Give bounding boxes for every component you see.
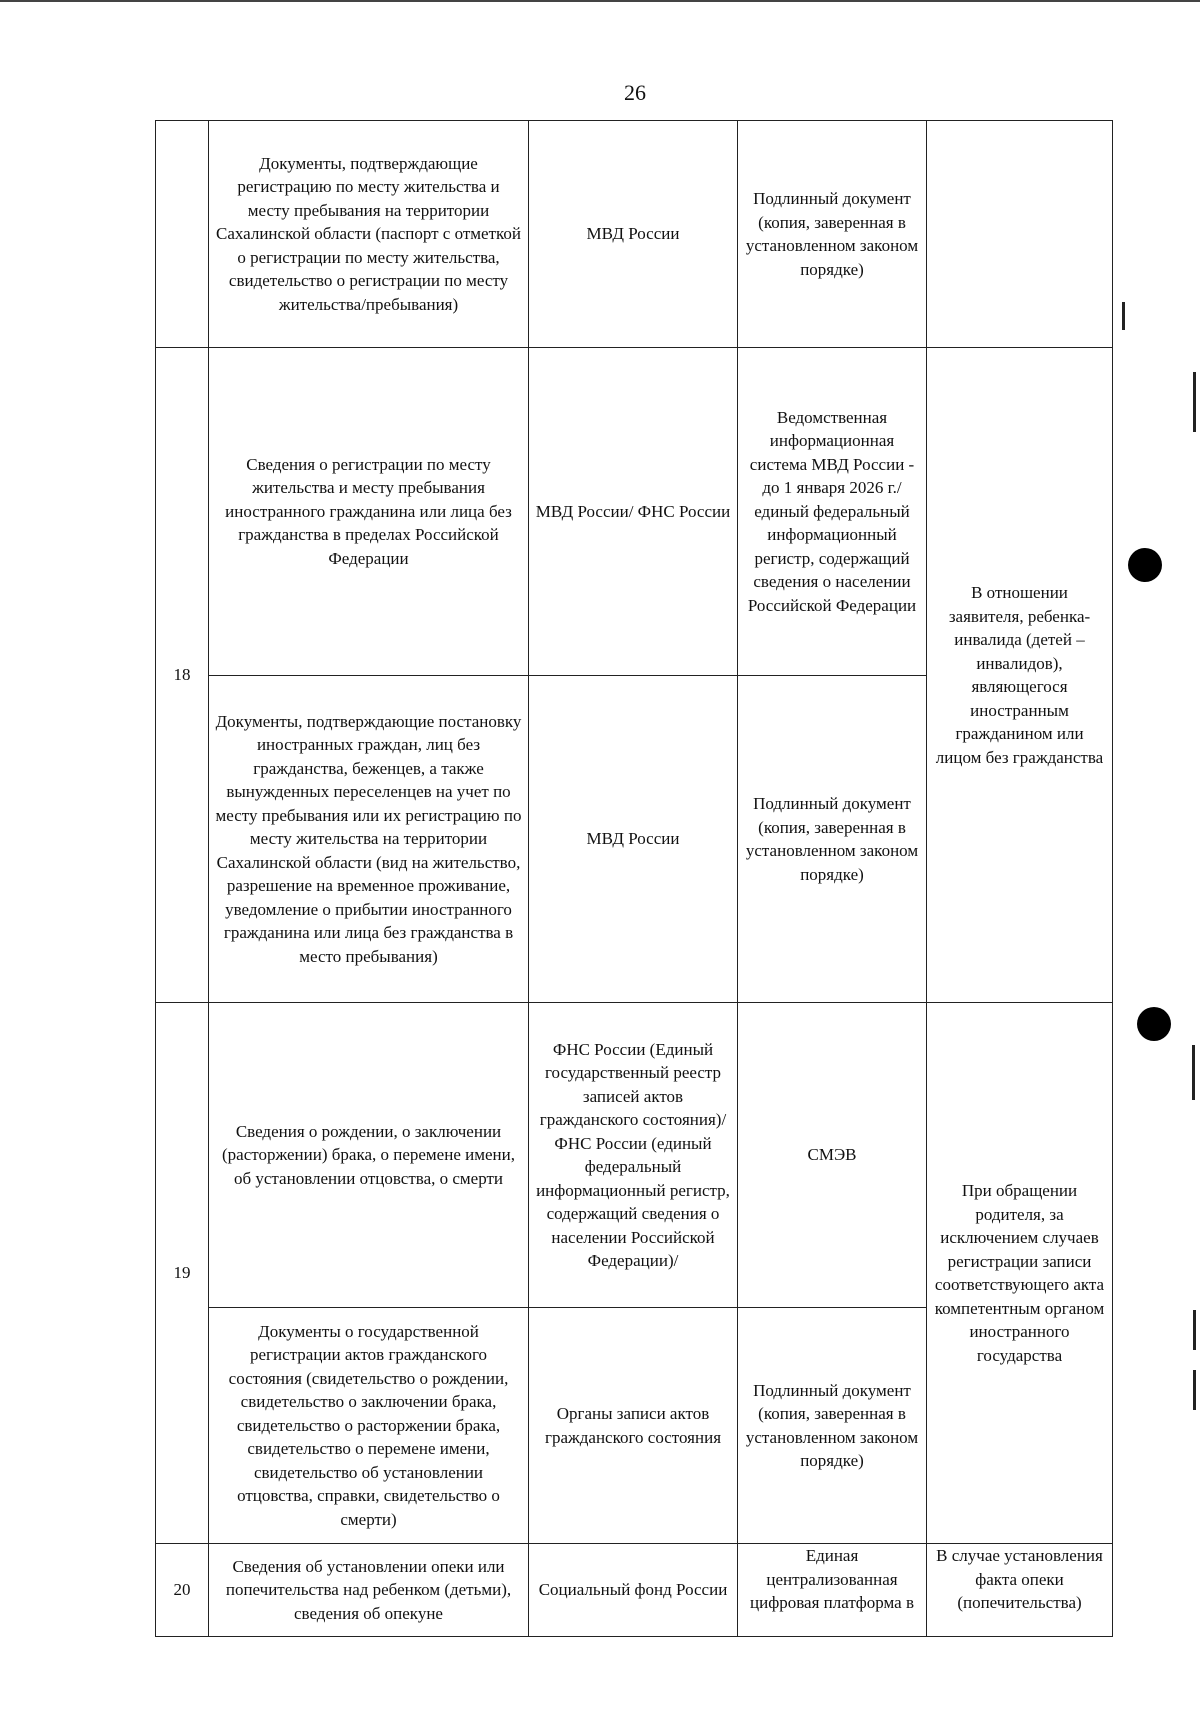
organization-cell: МВД России	[529, 676, 738, 1003]
form-cell: Подлинный документ (копия, заверенная в установленном законом порядке)	[738, 1308, 927, 1544]
scan-top-rule	[0, 0, 1200, 2]
document-cell: Сведения о регистрации по месту жительства и месту пребывания иностранного гражданина или лица без гражданства в пределах Российской Федерации	[209, 348, 529, 676]
organization-cell: Органы записи актов гражданского состояния	[529, 1308, 738, 1544]
scan-edge-mark	[1122, 302, 1125, 330]
document-cell: Документы, подтверждающие постановку иностранных граждан, лиц без гражданства, беженцев, а также вынужденных переселенцев на учет по месту пребывания или их регистрацию по месту жительства на территории Сахалинской области (вид на жительство, разрешение на временное проживание, уведомление о прибытии иностранного гражданина или лица без гражданства в место пребывания)	[209, 676, 529, 1003]
form-cell: Подлинный документ (копия, заверенная в установленном законом порядке)	[738, 676, 927, 1003]
table-row	[156, 348, 1113, 676]
document-cell: Документы о государственной регистрации актов гражданского состояния (свидетельство о рождении, свидетельство о заключении брака, свидетельство о расторжении брака, свидетельство о перемене имени, свидетельство об установлении отцовства, справки, свидетельство о смерти)	[209, 1308, 529, 1544]
condition-cell: В отношении заявителя, ребенка-инвалида (детей – инвалидов), являющегося иностранным гражданином или лицом без гражданства	[927, 348, 1113, 1003]
table-row	[156, 1544, 1113, 1637]
binder-hole-mark	[1137, 1007, 1171, 1041]
row-number-cell: 18	[156, 348, 209, 1003]
scan-edge-mark	[1193, 372, 1196, 432]
scan-edge-mark	[1193, 1370, 1196, 1410]
form-cell: СМЭВ	[738, 1003, 927, 1308]
row-number-cell	[156, 121, 209, 348]
document-cell: Сведения о рождении, о заключении (расторжении) брака, о перемене имени, об установлении отцовства, о смерти	[209, 1003, 529, 1308]
condition-cell: В случае установления факта опеки (попечительства)	[927, 1544, 1113, 1637]
organization-cell: ФНС России (Единый государственный реестр записей актов гражданского состояния)/ ФНС России (единый федеральный информационный регистр, содержащий сведения о населении Российской Федерации)/	[529, 1003, 738, 1308]
condition-cell	[927, 121, 1113, 348]
organization-cell: МВД России/ ФНС России	[529, 348, 738, 676]
document-cell: Документы, подтверждающие регистрацию по месту жительства и месту пребывания на территории Сахалинской области (паспорт с отметкой о регистрации по месту жительства, свидетельство о регистрации по месту жительства/пребывания)	[209, 121, 529, 348]
organization-cell: Социальный фонд России	[529, 1544, 738, 1637]
form-cell: Подлинный документ (копия, заверенная в установленном законом порядке)	[738, 121, 927, 348]
scan-edge-mark	[1192, 1045, 1195, 1100]
scan-edge-mark	[1193, 1310, 1196, 1350]
document-cell: Сведения об установлении опеки или попечительства над ребенком (детьми), сведения об опекуне	[209, 1544, 529, 1637]
row-number-cell: 20	[156, 1544, 209, 1637]
condition-cell: При обращении родителя, за исключением случаев регистрации записи соответствующего акта компетентным органом иностранного государства	[927, 1003, 1113, 1544]
table-row	[156, 121, 1113, 348]
binder-hole-mark	[1128, 548, 1162, 582]
documents-table	[155, 120, 1113, 1637]
organization-cell: МВД России	[529, 121, 738, 348]
table-row	[156, 1003, 1113, 1308]
form-cell: Единая централизованная цифровая платформа в	[738, 1544, 927, 1637]
row-number-cell: 19	[156, 1003, 209, 1544]
form-cell: Ведомственная информационная система МВД России - до 1 января 2026 г./единый федеральный информационный регистр, содержащий сведения о населении Российской Федерации	[738, 348, 927, 676]
page-number: 26	[624, 80, 646, 105]
